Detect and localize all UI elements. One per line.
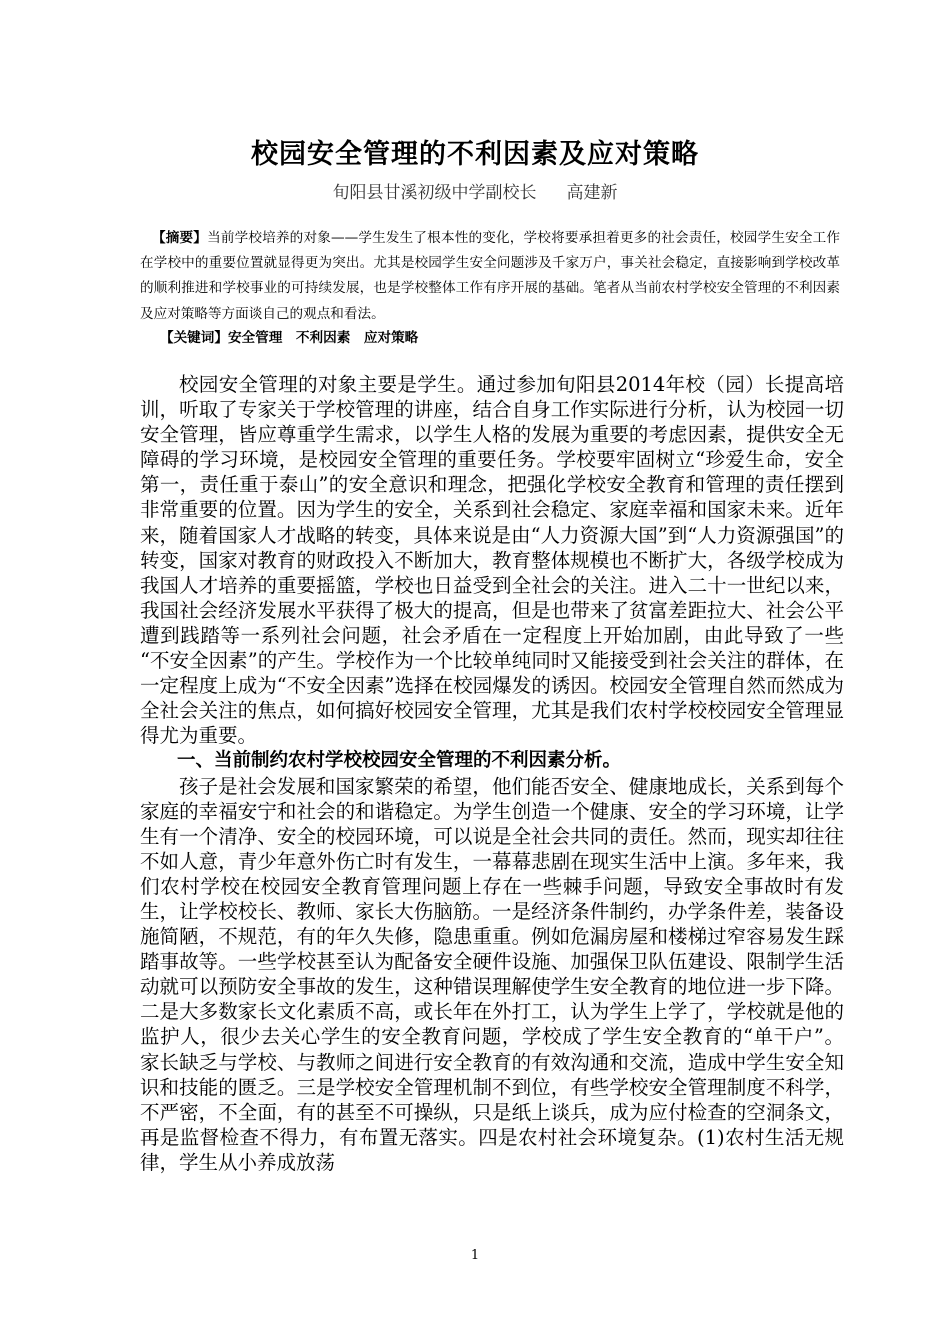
body-paragraph-1: 校园安全管理的对象主要是学生。通过参加旬阳县2014年校（园）长提高培训，听取了专家关于学校管理的讲座，结合自身工作实际进行分析，认为校园一切安全管理，皆应尊重学生需求，以学生人格的发展为重要的考虑因素，提供安全无障碍的学习环境，是校园安全管理的重要任务。学校要牢固树立“珍爱生命，安全第一，责任重于泰山”的安全意识和理念，把强化学校安全教育和管理的责任摆到非常重要的位置。因为学生的安全，关系到社会稳定、家庭幸福和国家未来。近年来，随着国家人才战略的转变，具体来说是由“人力资源大国”到“人力资源强国”的转变，国家对教育的财政投入不断加大，教育整体规模也不断扩大，各级学校成为我国人才培养的重要摇篮，学校也日益受到全社会的关注。进入二十一世纪以来，我国社会经济发展水平获得了极大的提高，但是也带来了贫富差距拉大、社会公平遭到践踏等一系列社会问题，社会矛盾在一定程度上开始加剧，由此导致了一些 “不安全因素”的产生。学校作为一个比较单纯同时又能接受到社会关注的群体，在一定程度上成为“不安全因素”选择在校园爆发的诱因。校园安全管理自然而然成为全社会关注的焦点，如何搞好校园安全管理，尤其是我们农村学校校园安全管理显得尤为重要。	[140, 373, 844, 748]
abstract	[140, 226, 840, 327]
document-title: 校园安全管理的不利因素及应对策略	[251, 139, 699, 170]
abstract-label: 【摘要】	[152, 230, 208, 246]
page-number: 1	[470, 1248, 480, 1263]
section-heading-1: 一、当前制约农村学校校园安全管理的不利因素分析。	[177, 750, 622, 772]
keywords-label: 【关键词】	[160, 330, 228, 346]
author-line	[0, 178, 950, 203]
abstract-text: 当前学校培养的对象——学生发生了根本性的变化，学校将要承担着更多的社会责任，校园学生安全工作在学校中的重要位置就显得更为突出。尤其是校园学生安全问题涉及千家万户，事关社会稳定，直接影响到学校改革的顺利推进和学校事业的可持续发展，也是学校整体工作有序开展的基础。笔者从当前农村学校安全管理的不利因素及应对策略等方面谈自己的观点和看法。	[140, 230, 841, 322]
body-paragraph-2: 孩子是社会发展和国家繁荣的希望，他们能否安全、健康地成长，关系到每个家庭的幸福安宁和社会的和谐稳定。为学生创造一个健康、安全的学习环境，让学生有一个清净、安全的校园环境，可以说是全社会共同的责任。然而，现实却往往不如人意，青少年意外伤亡时有发生，一幕幕悲剧在现实生活中上演。多年来，我们农村学校在校园安全教育管理问题上存在一些棘手问题，导致安全事故时有发生，让学校校长、教师、家长大伤脑筋。一是经济条件制约，办学条件差，装备设施简陋，不规范，有的年久失修，隐患重重。例如危漏房屋和楼梯过窄容易发生踩踏事故等。一些学校甚至认为配备安全硬件设施、加强保卫队伍建设、限制学生活动就可以预防安全事故的发生，这种错误理解使学生安全教育的地位进一步下降。二是大多数家长文化素质不高，或长年在外打工，认为学生上学了，学校就是他的监护人，很少去关心学生的安全教育问题，学校成了学生安全教育的“单干户”。 家长缺乏与学校、与教师之间进行安全教育的有效沟通和交流，造成中学生安全知识和技能的匮乏。三是学校安全管理机制不到位，有些学校安全管理制度不科学，不严密，不全面，有的甚至不可操纵，只是纸上谈兵，成为应付检查的空洞条文，再是监督检查不得力，有布置无落实。四是农村社会环境复杂。(1)农村生活无规律，学生从小养成放荡	[140, 774, 844, 1174]
author-name: 高建新	[566, 183, 618, 203]
author-affiliation: 旬阳县甘溪初级中学副校长	[332, 183, 537, 203]
body-text	[140, 372, 844, 1175]
keywords-text: 安全管理 不利因素 应对策略	[227, 330, 419, 346]
keywords	[160, 326, 418, 346]
